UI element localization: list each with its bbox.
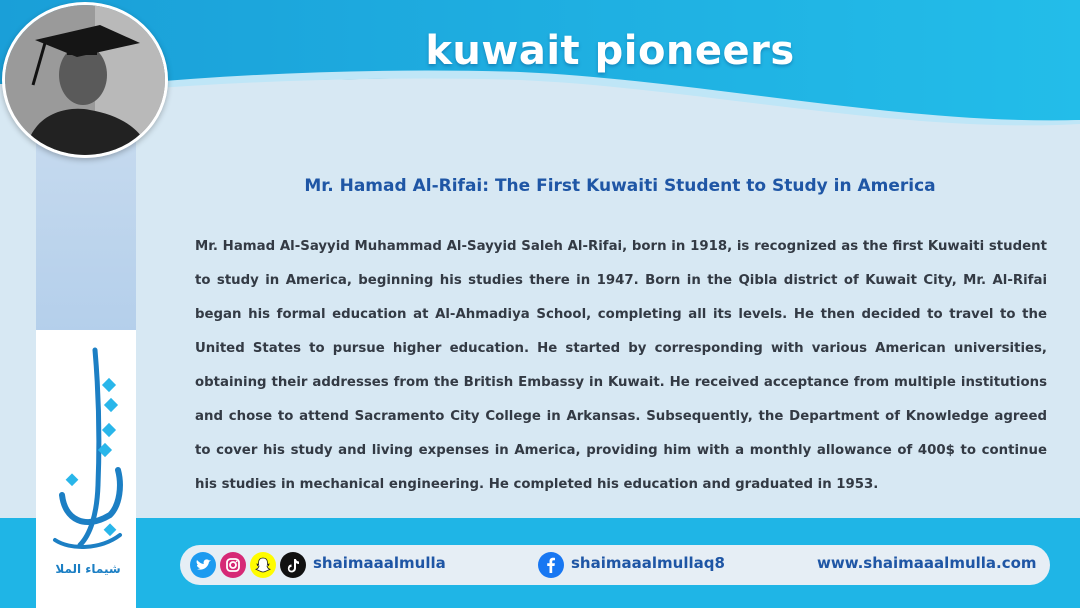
article-heading: Mr. Hamad Al-Rifai: The First Kuwaiti Student to Study in America <box>304 176 936 196</box>
portrait-photo <box>2 2 168 158</box>
calligraphy-logo <box>40 345 136 560</box>
facebook-handle[interactable]: shaimaaalmullaq8 <box>571 554 725 572</box>
instagram-icon[interactable] <box>220 552 246 578</box>
article-body: Mr. Hamad Al-Sayyid Muhammad Al-Sayyid Saleh Al-Rifai, born in 1918, is recognized as the first Kuwaiti student to study in America, beginning his studies there in 1947. Born in the Qibla district of Kuwait City, Mr. Al-Rifai began his formal education at Al-Ahmadiya School, completing all its levels. He then decided to travel to the United States to pursue higher education. He started by corresponding with various American universities, obtaining their addresses from the British Embassy in Kuwait. He received acceptance from multiple institutions and chose to attend Sacramento City College in Arkansas. Subsequently, the Department of Knowledge agreed to cover his study and living expenses in America, providing him with a monthly allowance of 400$ to continue his studies in mechanical engineering. He completed his education and graduated in 1953. <box>195 239 1047 492</box>
social-handle[interactable]: shaimaaalmulla <box>313 554 446 572</box>
snapchat-icon[interactable] <box>250 552 276 578</box>
twitter-icon[interactable] <box>190 552 216 578</box>
logo-name: شيماء الملا <box>55 562 121 576</box>
facebook-icon[interactable] <box>538 552 564 578</box>
tiktok-icon[interactable] <box>280 552 306 578</box>
social-bar <box>180 545 1050 585</box>
website-link[interactable]: www.shaimaaalmulla.com <box>817 554 1037 572</box>
page-title: kuwait pioneers <box>425 28 795 74</box>
